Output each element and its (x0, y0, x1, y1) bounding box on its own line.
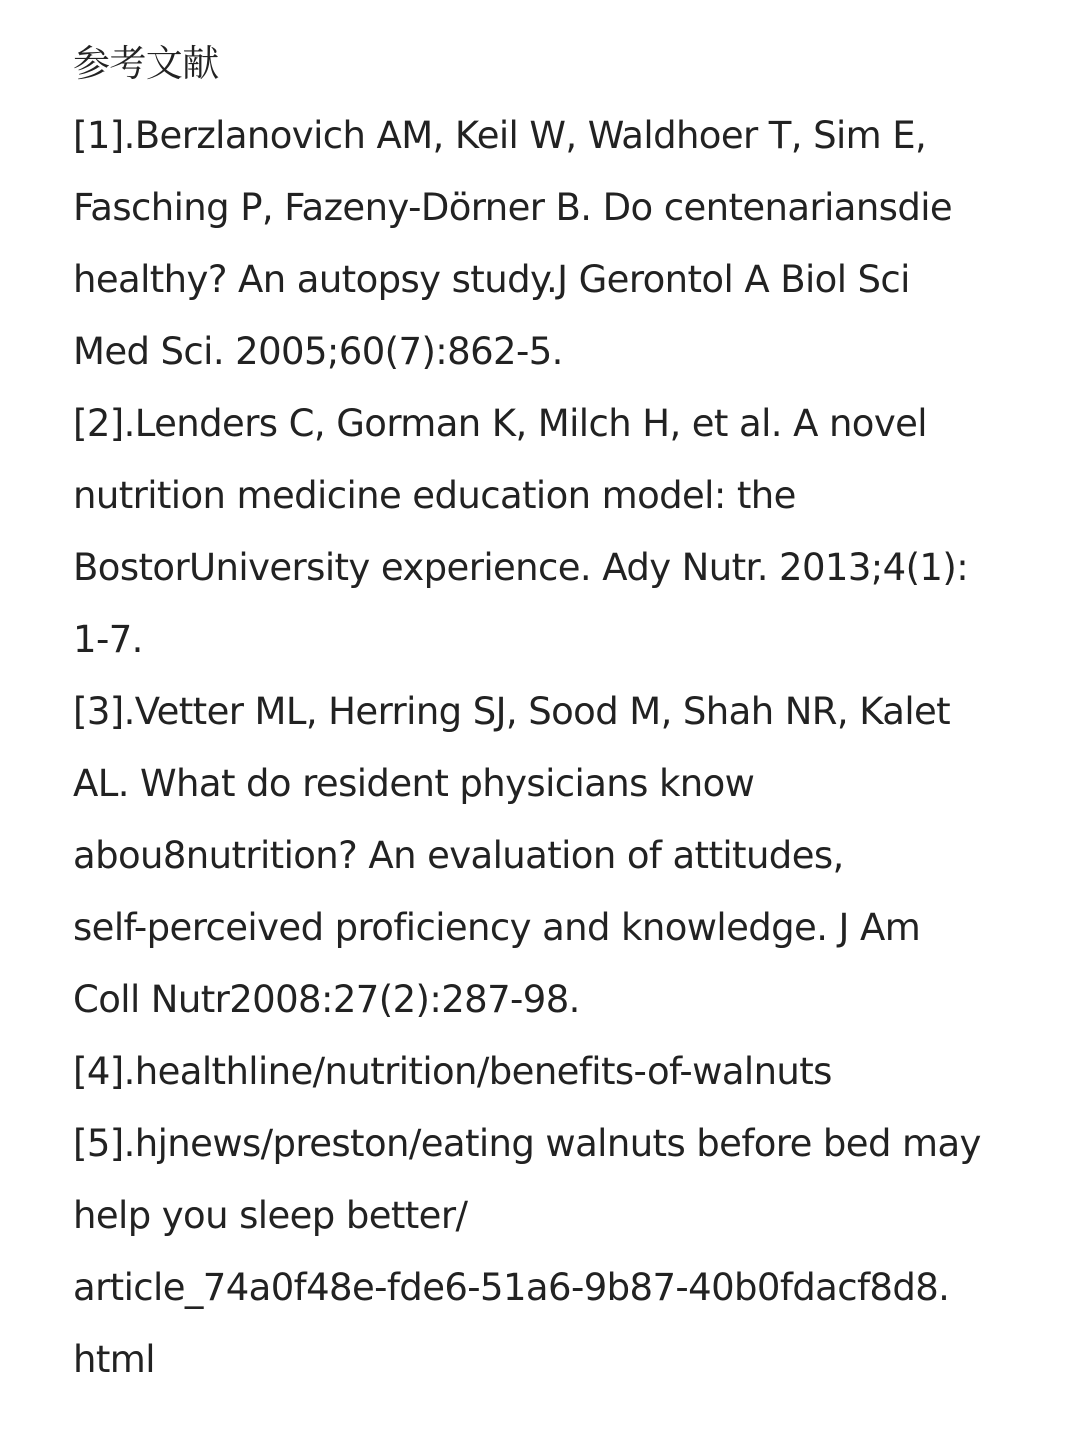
reference-3-line-2: AL. What do resident physicians know (73, 762, 755, 805)
reference-item-5 (73, 1108, 1033, 1396)
reference-1-line-4: Med Sci. 2005;60(7):862-5. (73, 330, 563, 373)
reference-1-line-1: [1].Berzlanovich AM, Keil W, Waldhoer T, Sim E, (73, 114, 927, 157)
reference-document (73, 28, 1033, 1396)
reference-5-line-1: [5].hjnews/preston/eating walnuts before bed may (73, 1122, 981, 1165)
reference-4-line-1: [4].healthline/nutrition/benefits-of-walnuts (73, 1050, 832, 1093)
reference-item-3 (73, 676, 1033, 1036)
reference-2-line-2: nutrition medicine education model: the (73, 474, 796, 517)
reference-5-line-3: article_74a0f48e-fde6-51a6-9b87-40b0fdacf8d8. (73, 1266, 950, 1309)
reference-5-line-2: help you sleep better/ (73, 1194, 468, 1237)
references-heading: 参考文献 (73, 42, 219, 85)
reference-2-line-4: 1-7. (73, 618, 143, 661)
reference-3-line-5: Coll Nutr2008:27(2):287-98. (73, 978, 580, 1021)
reference-1-line-3: healthy? An autopsy study.J Gerontol A Biol Sci (73, 258, 910, 301)
reference-item-1 (73, 100, 1033, 388)
reference-3-line-3: abou8nutrition? An evaluation of attitudes, (73, 834, 844, 877)
reference-2-line-1: [2].Lenders C, Gorman K, Milch H, et al. A novel (73, 402, 927, 445)
reference-3-line-4: self-perceived proficiency and knowledge. J Am (73, 906, 921, 949)
reference-3-line-1: [3].Vetter ML, Herring SJ, Sood M, Shah NR, Kalet (73, 690, 951, 733)
reference-item-4 (73, 1036, 1033, 1108)
reference-1-line-2: Fasching P, Fazeny-Dörner B. Do centenariansdie (73, 186, 953, 229)
reference-item-2 (73, 388, 1033, 676)
reference-5-line-4: html (73, 1338, 155, 1381)
reference-2-line-3: BostorUniversity experience. Ady Nutr. 2013;4(1): (73, 546, 969, 589)
